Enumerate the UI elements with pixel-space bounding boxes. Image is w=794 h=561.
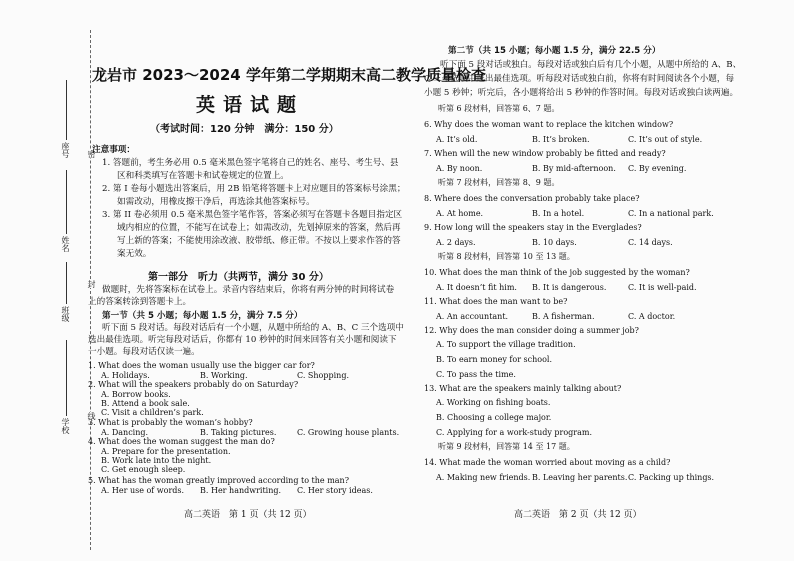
blank-name: [66, 170, 67, 234]
choice-2c[interactable]: C. Visit a children’s park.: [101, 408, 204, 417]
question-4: 4. What does the woman suggest the man do?: [88, 437, 275, 446]
choice-4a[interactable]: A. Prepare for the presentation.: [101, 447, 231, 456]
note-line: 区和科类填写在答题卡和试卷规定的位置上。: [117, 171, 289, 181]
question-1: 1. What does the woman usually use the bigger car for?: [88, 361, 315, 370]
section1-instruction: 听下面 5 段对话。每段对话后有一个小题，从题中所给的 A、B、C 三个选项中: [102, 323, 404, 333]
label-school: 学校: [61, 418, 70, 434]
choice-2a[interactable]: A. Borrow books.: [101, 390, 171, 399]
choice-1a[interactable]: A. Holidays.: [101, 371, 150, 380]
question: 13. What are the speakers mainly talking about?: [424, 384, 622, 393]
section1-instruction: 选出最佳选项。听完每段对话后，你都有 10 秒钟的时间来回答有关小题和阅读下: [88, 335, 397, 345]
exam-info: （考试时间：120 分钟 满分：150 分）: [150, 124, 339, 135]
note-line: 如需改动，用橡皮擦干净后，再选涂其他答案标号。: [117, 197, 315, 207]
choice-a[interactable]: A. By noon.: [436, 164, 483, 173]
material-lead: 听第 6 段材料，回答第 6、7 题。: [438, 104, 560, 113]
question: 7. When will the new window probably be fitted and ready?: [424, 149, 666, 158]
choice-b[interactable]: B. It is dangerous.: [532, 283, 607, 292]
note-line: 3. 第 II 卷必须用 0.5 毫米黑色签字笔作答，答案必须写在答题卡各题目指定区: [102, 210, 403, 220]
label-name: 姓名: [61, 236, 70, 252]
choice-c[interactable]: C. In a national park.: [628, 209, 714, 218]
question-5: 5. What has the woman greatly improved according to the man?: [88, 476, 349, 485]
choice-5c[interactable]: C. Her story ideas.: [297, 486, 373, 495]
choice-a[interactable]: A. At home.: [436, 209, 484, 218]
choice-c[interactable]: C. 14 days.: [628, 238, 673, 247]
label-seat-number: 座号: [61, 142, 70, 158]
note-line: 域内相应的位置，不能写在试卷上；如需改动，先划掉原来的答案，然后再: [117, 223, 401, 233]
section2-instruction: 小题 5 秒钟；听完后，各小题将给出 5 秒钟的作答时间。每段对话或独白读两遍。: [424, 88, 739, 98]
note-line: 案无效。: [117, 249, 152, 259]
part1-intro: 上的答案转涂到答题卡上。: [88, 297, 192, 307]
choice-5b[interactable]: B. Her handwriting.: [200, 486, 282, 495]
exam-subject: 英语试题: [196, 94, 305, 116]
question-3: 3. What is probably the woman’s hobby?: [88, 418, 253, 427]
part1-intro: 做题时，先将答案标在试卷上。录音内容结束后，你将有两分钟的时间将试卷: [102, 285, 395, 295]
section2-heading: 第二节（共 15 小题；每小题 1.5 分，满分 22.5 分）: [448, 46, 661, 56]
choice-3b[interactable]: B. Taking pictures.: [200, 428, 277, 437]
seal-mark-feng: 封: [87, 280, 96, 288]
choice-b[interactable]: B. To earn money for school.: [436, 355, 553, 364]
section1-heading: 第一节（共 5 小题；每小题 1.5 分，满分 7.5 分）: [102, 311, 303, 321]
note-line: 写上新的答案；不能使用涂改液、胶带纸、修正带。不按以上要求作答的答: [117, 236, 401, 246]
question: 10. What does the man think of the job suggested by the woman?: [424, 268, 690, 277]
choice-1b[interactable]: B. Working.: [200, 371, 248, 380]
blank-class: [66, 262, 67, 304]
part1-heading: 第一部分 听力（共两节，满分 30 分）: [148, 272, 329, 283]
question: 12. Why does the man consider doing a summer job?: [424, 326, 639, 335]
question: 8. Where does the conversation probably take place?: [424, 194, 640, 203]
choice-5a[interactable]: A. Her use of words.: [101, 486, 185, 495]
notes-heading: 注意事项：: [92, 145, 135, 155]
choice-4c[interactable]: C. Get enough sleep.: [101, 465, 186, 474]
choice-2b[interactable]: B. Attend a book sale.: [101, 399, 190, 408]
choice-a[interactable]: A. To support the village tradition.: [436, 340, 576, 349]
material-lead: 听第 7 段材料，回答第 8、9 题。: [438, 178, 560, 187]
choice-a[interactable]: A. It’s old.: [436, 135, 478, 144]
choice-b[interactable]: B. By mid-afternoon.: [532, 164, 616, 173]
choice-a[interactable]: A. An accountant.: [436, 312, 509, 321]
choice-3a[interactable]: A. Dancing.: [101, 428, 149, 437]
choice-1c[interactable]: C. Shopping.: [297, 371, 349, 380]
choice-c[interactable]: C. To pass the time.: [436, 370, 516, 379]
section2-instruction: 听下面 5 段对话或独白。每段对话或独白后有几个小题，从题中所给的 A、B、: [440, 60, 742, 70]
choice-b[interactable]: B. Choosing a college major.: [436, 413, 552, 422]
choice-c[interactable]: C. A doctor.: [628, 312, 676, 321]
blank-seat-number: [66, 80, 67, 140]
material-lead: 听第 9 段材料，回答第 14 至 17 题。: [438, 442, 575, 451]
choice-b[interactable]: B. It’s broken.: [532, 135, 590, 144]
footer-right: 高二英语 第 2 页（共 12 页）: [514, 510, 642, 520]
choice-b[interactable]: B. A fisherman.: [532, 312, 595, 321]
section2-instruction: C 三个选项中选出最佳选项。听每段对话或独白前，你将有时间阅读各个小题，每: [424, 74, 735, 84]
choice-a[interactable]: A. Working on fishing boats.: [436, 398, 551, 407]
material-lead: 听第 8 段材料，回答第 10 至 13 题。: [438, 252, 575, 261]
choice-c[interactable]: C. Packing up things.: [628, 473, 715, 482]
seal-mark-xian: 线: [87, 412, 96, 420]
choice-b[interactable]: B. Leaving her parents.: [532, 473, 628, 482]
question: 6. Why does the woman want to replace the kitchen window?: [424, 120, 674, 129]
choice-c[interactable]: C. Applying for a work-study program.: [436, 428, 593, 437]
note-line: 1. 答题前，考生务必用 0.5 毫米黑色签字笔将自己的姓名、座号、考生号、县: [102, 158, 399, 168]
choice-c[interactable]: C. It’s out of style.: [628, 135, 703, 144]
question: 14. What made the woman worried about moving as a child?: [424, 458, 671, 467]
choice-c[interactable]: C. It is well-paid.: [628, 283, 697, 292]
seal-mark-mi: 密: [87, 150, 96, 158]
label-class: 班级: [61, 306, 70, 322]
choice-b[interactable]: B. In a hotel.: [532, 209, 585, 218]
section1-instruction: 一小题。每段对话仅读一遍。: [88, 347, 200, 357]
question: 9. How long will the speakers stay in the Everglades?: [424, 223, 642, 232]
choice-b[interactable]: B. 10 days.: [532, 238, 577, 247]
choice-a[interactable]: A. Making new friends.: [436, 473, 531, 482]
footer-left: 高二英语 第 1 页（共 12 页）: [184, 510, 312, 520]
choice-c[interactable]: C. By evening.: [628, 164, 687, 173]
choice-4b[interactable]: B. Work late into the night.: [101, 456, 212, 465]
binding-strip: [24, 0, 96, 561]
blank-school: [66, 340, 67, 416]
question: 11. What does the man want to be?: [424, 297, 568, 306]
choice-a[interactable]: A. 2 days.: [436, 238, 476, 247]
note-line: 2. 第 I 卷每小题选出答案后，用 2B 铅笔将答题卡上对应题目的答案标号涂黑；: [102, 184, 406, 194]
choice-3c[interactable]: C. Growing house plants.: [297, 428, 400, 437]
question-2: 2. What will the speakers probably do on Saturday?: [88, 380, 299, 389]
seal-line: [90, 30, 91, 550]
choice-a[interactable]: A. It doesn’t fit him.: [436, 283, 517, 292]
exam-title: 龙岩市 2023～2024 学年第二学期期末高二教学质量检查: [92, 66, 486, 84]
